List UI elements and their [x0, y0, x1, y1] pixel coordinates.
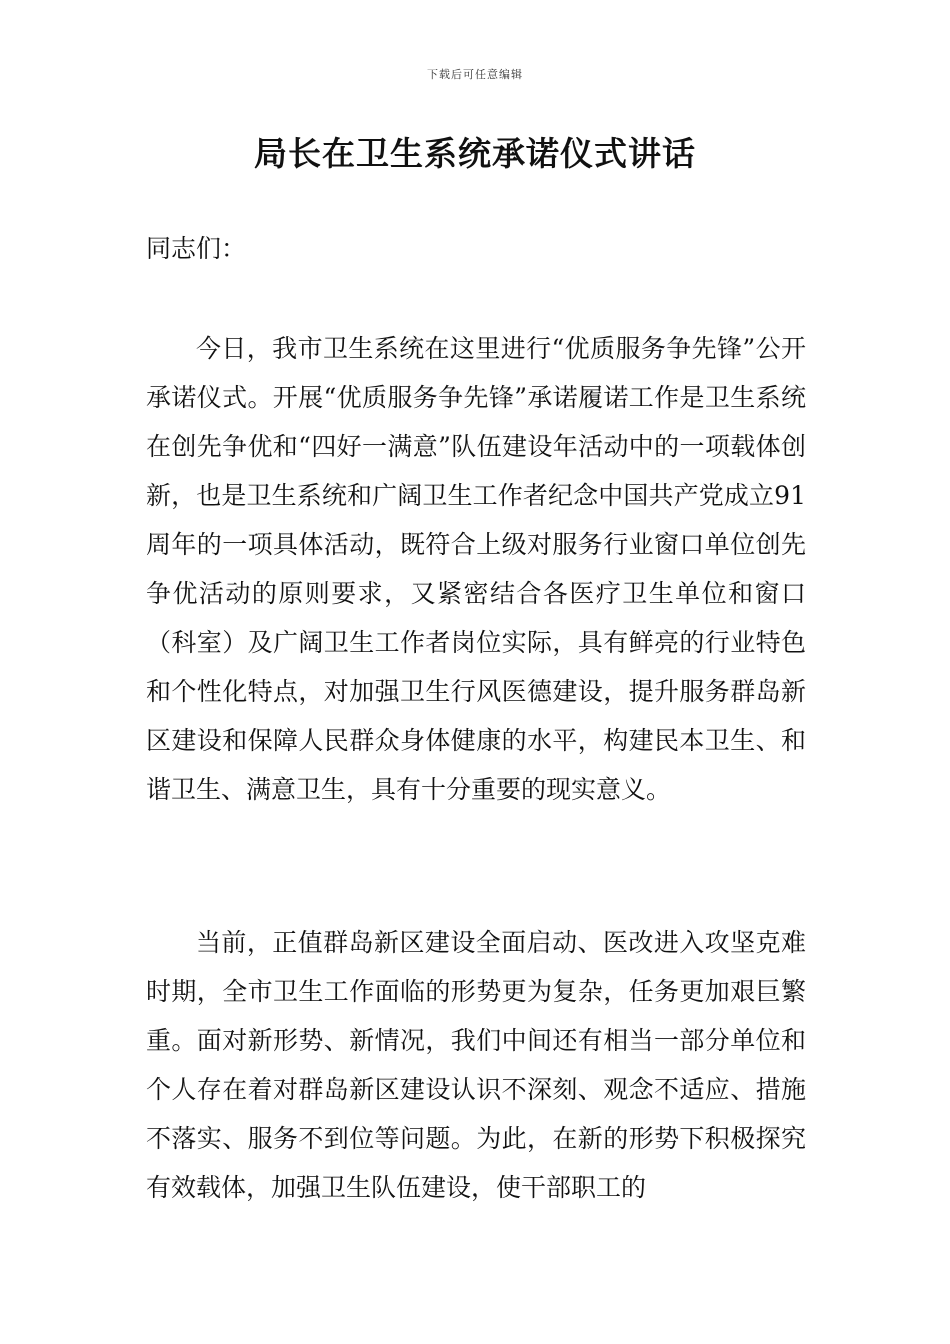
- salutation: 同志们：: [146, 234, 247, 263]
- page-title: 局长在卫生系统承诺仪式讲话: [254, 134, 696, 173]
- paragraph: 今日，我市卫生系统在这里进行“优质服务争先锋”公开承诺仪式。开展“优质服务争先锋”承诺履诺工作是卫生系统在创先争优和“四好一满意”队伍建设年活动中的一项载体创新，也是卫生系统和广阔卫生工作者纪念中国共产党成立91周年的一项具体活动，既符合上级对服务行业窗口单位创先争优活动的原则要求，又紧密结合各医疗卫生单位和窗口（科室）及广阔卫生工作者岗位实际，具有鲜亮的行业特色和个性化特点，对加强卫生行风医德建设，提升服务群岛新区建设和保障人民群众身体健康的水平，构建民本卫生、和谐卫生、满意卫生，具有十分重要的现实意义。: [146, 334, 806, 804]
- paragraph: 当前，正值群岛新区建设全面启动、医改进入攻坚克难时期，全市卫生工作面临的形势更为复杂，任务更加艰巨繁重。面对新形势、新情况，我们中间还有相当一部分单位和个人存在着对群岛新区建设认识不深刻、观念不适应、措施不落实、服务不到位等问题。为此，在新的形势下积极探究有效载体，加强卫生队伍建设，使干部职工的: [146, 928, 806, 1202]
- download-note: 下载后可任意编辑: [427, 68, 523, 81]
